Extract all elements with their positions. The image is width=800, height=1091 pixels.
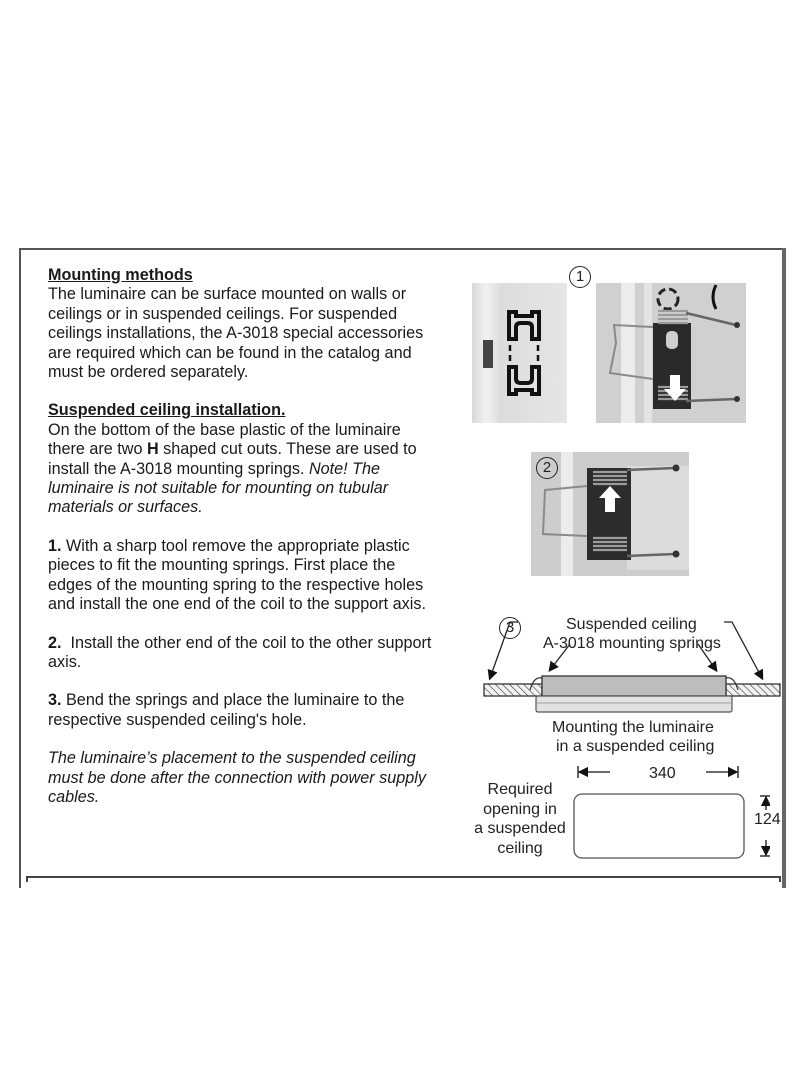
suspended-ceiling-line: luminaire is not suitable for mounting on tubular	[48, 479, 389, 498]
diagram-caption-line-2: in a suspended ceiling	[556, 738, 715, 755]
opening-outline	[574, 794, 744, 858]
step-1-line: edges of the mounting spring to the respective holes	[48, 575, 424, 594]
step-2-line: axis.	[48, 652, 82, 671]
luminaire-diffuser	[536, 696, 732, 712]
mounting-methods-line: The luminaire can be surface mounted on walls or	[48, 285, 407, 304]
opening-height-dimension: 124	[754, 811, 781, 828]
note-line: must be done after the connection with power supply	[48, 768, 426, 787]
step-2-line	[48, 634, 468, 653]
mounting-methods-heading: Mounting methods	[48, 266, 193, 284]
mounting-methods-line: are required which can be found in the catalog and	[48, 343, 412, 362]
spring-installation-photo-step-1	[596, 283, 746, 423]
bottom-divider-right-tick	[779, 876, 781, 882]
text-run: install the A-3018 mounting springs.	[48, 459, 309, 478]
suspended-ceiling-mounting-diagram	[470, 610, 790, 720]
step-3-marker-icon: 3	[499, 617, 521, 639]
step-1-number: 1.	[48, 536, 62, 555]
suspended-ceiling-line	[48, 460, 468, 479]
h-cutout-photo	[472, 283, 567, 423]
step-2-marker-icon: 2	[536, 457, 558, 479]
note-italic: Note! The	[308, 459, 381, 478]
page-frame-top-border	[19, 248, 784, 250]
text-run: there are two	[48, 440, 147, 459]
instructions-text-column	[48, 266, 468, 807]
step-1-marker-icon: 1	[569, 266, 591, 288]
mounting-springs-label: A-3018 mounting springs	[543, 635, 721, 652]
text-run: With a sharp tool remove the appropriate plastic	[61, 536, 410, 555]
bottom-divider-left-tick	[26, 876, 28, 882]
note-line: The luminaire’s placement to the suspended ceiling	[48, 749, 416, 768]
suspended-ceiling-line: materials or surfaces.	[48, 498, 203, 517]
text-run: shaped cut outs. These are used to	[158, 440, 417, 459]
step-3-line	[48, 691, 468, 710]
required-opening-line: opening in	[483, 800, 557, 818]
step-3-number: 3.	[48, 691, 62, 710]
mounting-methods-line: ceilings installations, the A-3018 special accessories	[48, 324, 424, 343]
diagram-caption-line-1: Mounting the luminaire	[552, 719, 714, 736]
required-opening-line: a suspended	[474, 820, 566, 837]
note-line: cables.	[48, 787, 100, 806]
bottom-divider	[26, 876, 781, 878]
required-opening-label	[468, 780, 572, 858]
spring-installation-photo-step-2	[531, 452, 689, 576]
opening-width-dimension: 340	[646, 764, 679, 783]
step-2-number: 2.	[48, 633, 62, 652]
ceiling-right-panel	[726, 684, 780, 696]
step-1-line: pieces to fit the mounting springs. First place the	[48, 556, 396, 575]
page-frame-left-border	[19, 248, 21, 888]
suspended-ceiling-heading: Suspended ceiling installation.	[48, 401, 286, 420]
page-frame-right-border	[782, 248, 786, 888]
mounting-methods-line: must be ordered separately.	[48, 363, 249, 382]
text-run: Install the other end of the coil to the other support	[61, 633, 432, 652]
mounting-methods-line: ceilings or in suspended ceilings. For suspended	[48, 304, 398, 323]
required-opening-line: ceiling	[497, 839, 543, 857]
text-run: Bend the springs and place the luminaire to the	[61, 691, 405, 710]
step-3-line: respective suspended ceiling's hole.	[48, 710, 307, 729]
suspended-ceiling-line: On the bottom of the base plastic of the luminaire	[48, 420, 401, 439]
suspended-ceiling-label: Suspended ceiling	[566, 616, 697, 633]
step-1-line	[48, 537, 468, 556]
suspended-ceiling-line	[48, 440, 468, 459]
step-1-line: and install the one end of the coil to the support axis.	[48, 595, 426, 614]
h-shape-bold: H	[146, 440, 159, 459]
ceiling-left-panel	[484, 684, 542, 696]
luminaire-body	[542, 676, 726, 696]
required-opening-line: Required	[487, 781, 553, 798]
